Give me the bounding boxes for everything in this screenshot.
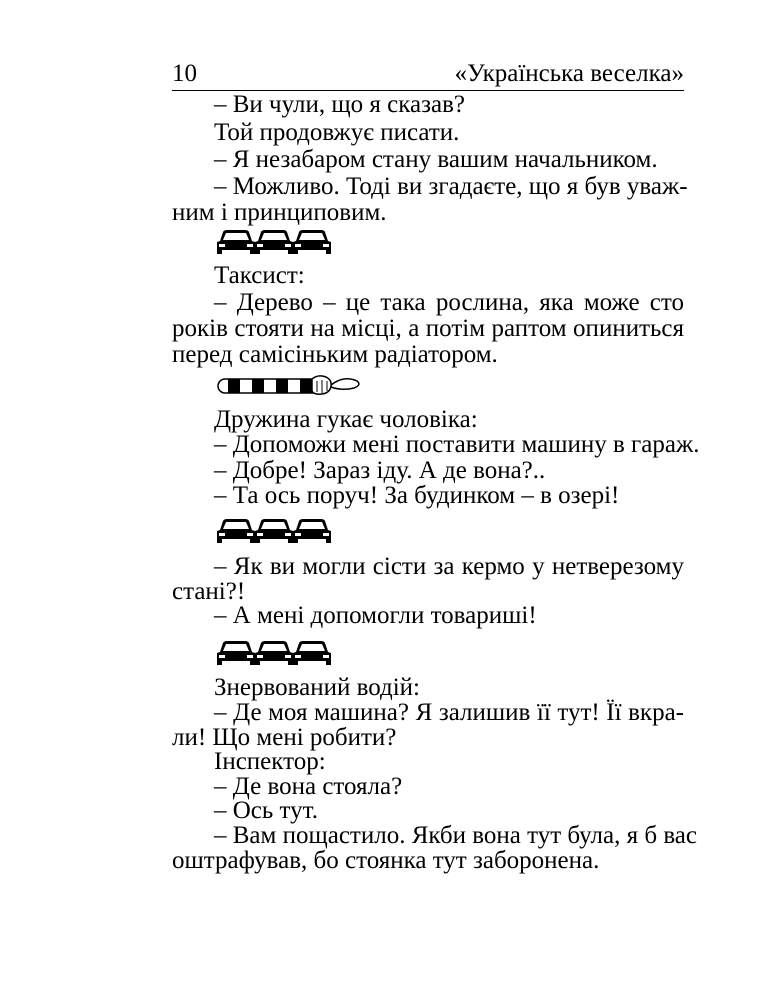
text-line: Таксист: xyxy=(214,262,305,289)
text-line: Дружина гукає чоловіка: xyxy=(214,406,478,433)
text-line: – Дерево – це така рослина, яка може сто xyxy=(214,289,684,316)
cars-icon xyxy=(214,517,334,547)
cars-icon xyxy=(214,228,334,258)
text-line: – Ось тут. xyxy=(214,797,318,824)
text-line: Той продовжує писати. xyxy=(214,119,460,146)
running-header xyxy=(172,58,684,91)
text-line: оштрафував, бо стоянка тут заборонена. xyxy=(172,847,600,874)
text-line: перед самісіньким радіатором. xyxy=(172,341,498,368)
text-line: ли! Що мені робити? xyxy=(172,724,397,751)
text-line: – Вам пощастило. Якби вона тут була, я б вас xyxy=(214,822,697,849)
text-line: – Допоможи мені поставити машину в гараж. xyxy=(214,431,700,458)
text-line: – Ви чули, що я сказав? xyxy=(214,91,465,118)
text-line: років стояти на місці, а потім раптом опиниться xyxy=(172,315,684,342)
striped-baton-icon xyxy=(214,371,364,401)
text-line: – Добре! Зараз іду. А де вона?.. xyxy=(214,457,546,484)
text-line: – Де моя машина? Я залишив її тут! Її вкра- xyxy=(214,699,684,726)
text-line: – Можливо. Тоді ви згадаєте, що я був уваж- xyxy=(214,173,688,200)
text-line: – А мені допомогли товариші! xyxy=(214,602,537,629)
text-line: – Де вона стояла? xyxy=(214,773,403,800)
text-line: – Я незабаром стану вашим начальником. xyxy=(214,146,658,173)
page-number: 10 xyxy=(172,60,197,87)
cars-icon xyxy=(214,639,334,669)
text-line: ним і принциповим. xyxy=(172,199,387,226)
text-line: Знервований водій: xyxy=(214,674,420,701)
running-title: «Українська веселка» xyxy=(454,60,684,87)
text-line: Інспектор: xyxy=(214,748,326,775)
text-line: – Як ви могли сісти за кермо у нетверезому xyxy=(214,553,684,580)
text-line: стані?! xyxy=(172,578,246,605)
text-line: – Та ось поруч! За будинком – в озері! xyxy=(214,482,620,509)
